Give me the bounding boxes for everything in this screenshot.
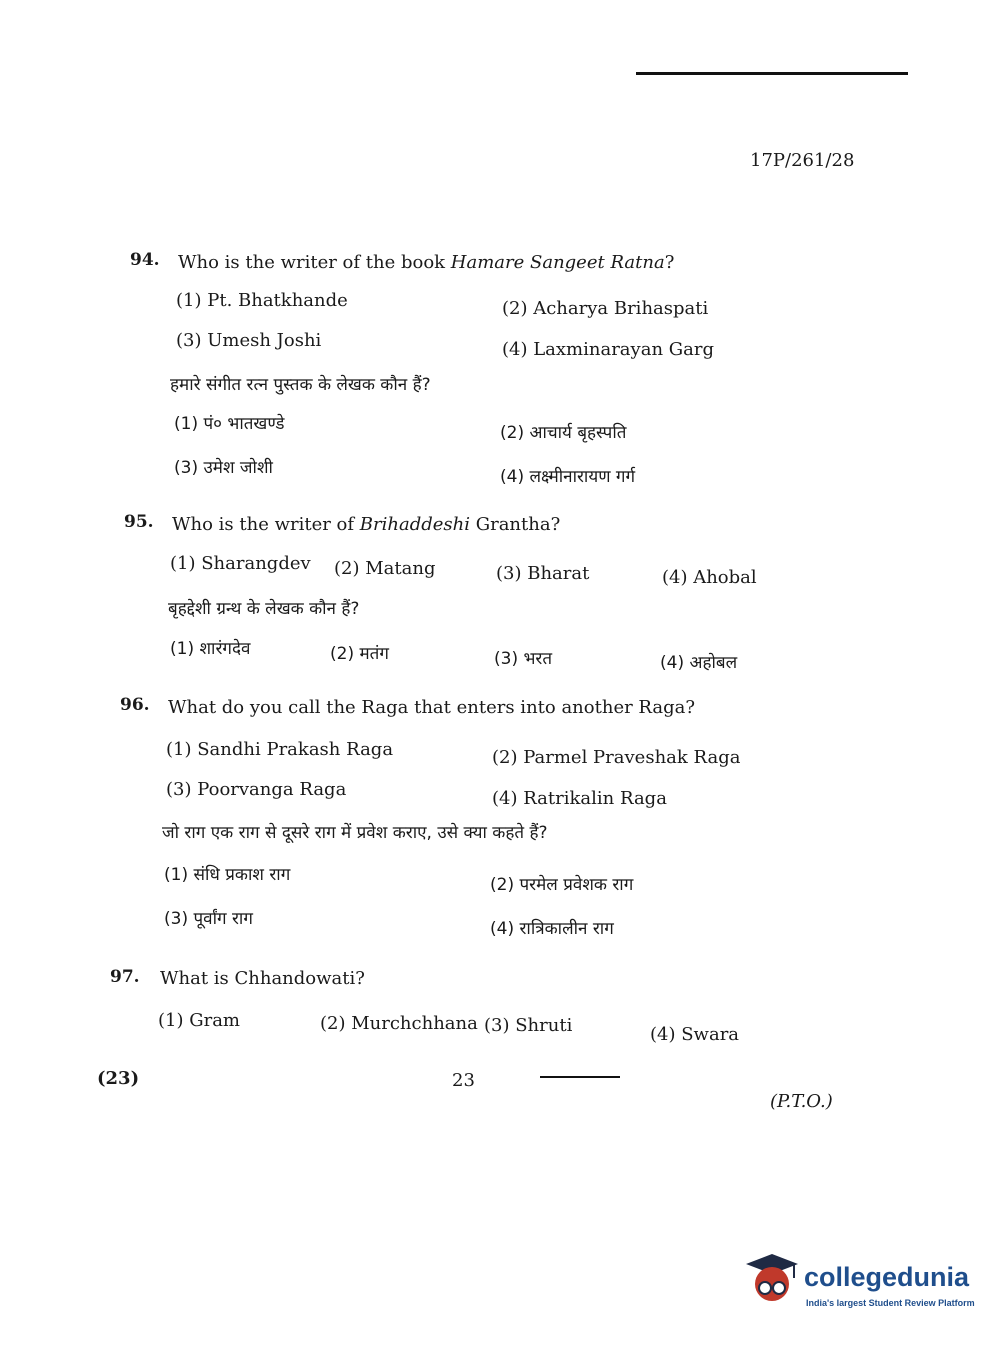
option: (1) Gram	[158, 1010, 241, 1031]
hindi-question: बृहद्देशी ग्रन्थ के लेखक कौन हैं?	[168, 599, 360, 619]
option: (3) Shruti	[484, 1015, 573, 1036]
question-text: Who is the writer of the book Hamare Sangeet Ratna?	[178, 252, 675, 273]
question-number: 97.	[110, 967, 140, 987]
question-text: Who is the writer of Brihaddeshi Grantha?	[172, 514, 561, 535]
question-text: What do you call the Raga that enters into another Raga?	[168, 697, 696, 718]
logo-tagline: India's largest Student Review Platform	[806, 1298, 975, 1308]
option: (4) Swara	[650, 1024, 740, 1045]
booklet-code: (23)	[97, 1068, 140, 1089]
option: (3) Bharat	[496, 563, 590, 584]
option: (3) Poorvanga Raga	[166, 779, 347, 800]
hindi-option: (4) अहोबल	[660, 653, 738, 673]
question-number: 95.	[124, 512, 154, 532]
hindi-option: (3) उमेश जोशी	[174, 458, 273, 478]
option: (1) Sharangdev	[170, 553, 311, 574]
option: (2) Murchchhana	[320, 1013, 478, 1034]
option: (1) Sandhi Prakash Raga	[166, 739, 394, 760]
hindi-option: (2) परमेल प्रवेशक राग	[490, 875, 634, 895]
option: (4) Ahobal	[662, 567, 757, 588]
hindi-option: (1) पं० भातखण्डे	[174, 414, 285, 434]
question-number: 94.	[130, 250, 160, 270]
hindi-option: (2) मतंग	[330, 644, 389, 664]
hindi-option: (3) भरत	[494, 649, 553, 669]
option: (2) Parmel Praveshak Raga	[492, 747, 741, 768]
question-number: 96.	[120, 695, 150, 715]
footer-rule	[540, 1076, 620, 1078]
hindi-option: (4) रात्रिकालीन राग	[490, 919, 614, 939]
header-rule	[636, 72, 908, 75]
hindi-option: (2) आचार्य बृहस्पति	[500, 423, 627, 443]
hindi-option: (1) संधि प्रकाश राग	[164, 865, 291, 885]
hindi-option: (4) लक्ष्मीनारायण गर्ग	[500, 467, 636, 487]
hindi-option: (1) शारंगदेव	[170, 639, 251, 659]
paper-code: 17P/261/28	[750, 150, 855, 171]
option: (2) Matang	[334, 558, 436, 579]
question-text: What is Chhandowati?	[160, 968, 365, 989]
page-number: 23	[452, 1070, 475, 1091]
hindi-question: जो राग एक राग से दूसरे राग में प्रवेश कराए, उसे क्या कहते हैं?	[162, 823, 548, 843]
pto-label: (P.T.O.)	[770, 1091, 833, 1112]
option: (4) Ratrikalin Raga	[492, 788, 667, 809]
hindi-option: (3) पूर्वांग राग	[164, 909, 253, 929]
collegedunia-logo[interactable]	[742, 1250, 975, 1310]
option: (4) Laxminarayan Garg	[502, 339, 714, 360]
option: (1) Pt. Bhatkhande	[176, 290, 348, 311]
hindi-question: हमारे संगीत रत्न पुस्तक के लेखक कौन हैं?	[170, 375, 431, 395]
mascot-icon	[742, 1250, 802, 1310]
logo-name: collegedunia	[804, 1262, 970, 1292]
option: (3) Umesh Joshi	[176, 330, 322, 351]
option: (2) Acharya Brihaspati	[502, 298, 709, 319]
